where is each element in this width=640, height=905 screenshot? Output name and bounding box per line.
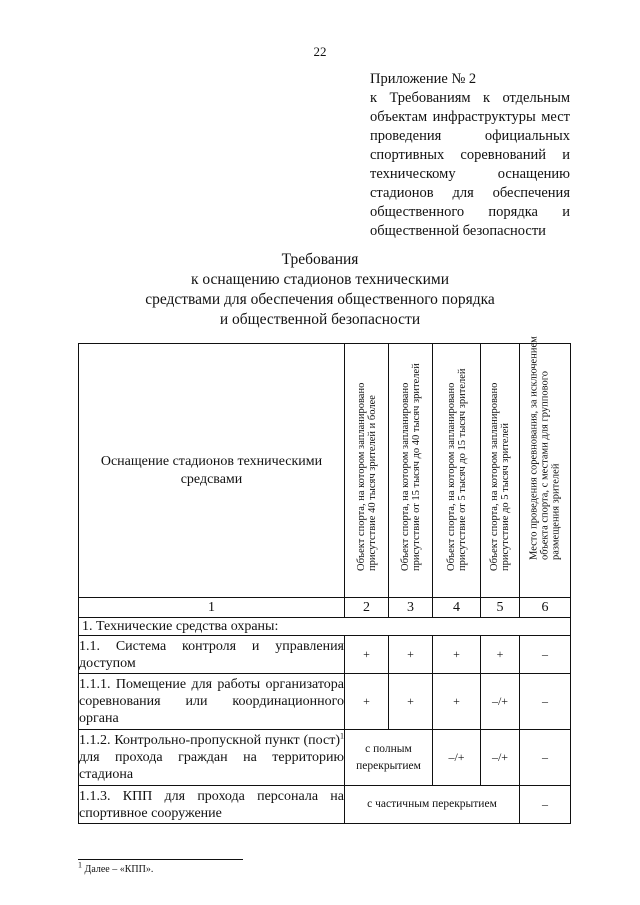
footnote-text: Далее – «КПП». xyxy=(82,864,154,875)
row-cell: + xyxy=(389,636,433,674)
header-col-3-text: Объект спорта, на котором запланировано присутствие от 15 тысяч до 40 тысяч зрителей xyxy=(399,363,422,571)
appendix-title: Приложение № 2 xyxy=(370,71,477,87)
row-cell: – xyxy=(520,636,571,674)
footnote xyxy=(78,860,154,875)
requirements-table xyxy=(78,336,571,824)
title-line-1: Требования xyxy=(281,251,359,268)
col-number: 6 xyxy=(520,598,571,618)
row-label: 1.1.3. КПП для прохода персонала на спортивное сооружение xyxy=(79,786,345,824)
row-cell-merged: с частичным перекрытием xyxy=(345,786,520,824)
header-col-2 xyxy=(345,344,389,598)
col-number: 4 xyxy=(433,598,481,618)
table-row xyxy=(79,674,571,730)
row-label-part: для прохода граждан на территорию стадиона xyxy=(79,750,344,782)
page-number: 22 xyxy=(313,44,327,59)
footnote-divider xyxy=(78,859,243,860)
row-cell: – xyxy=(520,730,571,786)
row-label: 1.1. Система контроля и управления доступом xyxy=(79,636,345,674)
row-cell: – xyxy=(520,786,571,824)
title-line-4: и общественной безопасности xyxy=(219,311,421,328)
col-number: 3 xyxy=(389,598,433,618)
appendix-note xyxy=(370,70,570,241)
title-line-3: средствами для обеспечения общественного порядка xyxy=(145,291,495,308)
row-label xyxy=(79,730,345,786)
row-cell: + xyxy=(481,636,520,674)
footnote-ref: 1 xyxy=(340,731,344,741)
col-number: 1 xyxy=(79,598,345,618)
header-col-6 xyxy=(520,336,571,598)
table-row xyxy=(79,786,571,824)
row-label-part: 1.1.2. Контрольно-пропускной пункт (пост) xyxy=(79,733,340,748)
footnote-mark: 1 xyxy=(78,860,82,870)
header-col-6-text: Место проведения соревнования, за исключением объекта спорта, с местами для группового размещения зрителей xyxy=(528,336,562,560)
table-header-row xyxy=(79,344,571,598)
row-cell: –/+ xyxy=(481,730,520,786)
section-row xyxy=(79,618,571,636)
appendix-body: к Требованиям к отдельным объектам инфраструктуры мест проведения официальных спортивных соревнований и техническому оснащению стадионов для обеспечения общественного порядка и общественной безопасности xyxy=(370,90,570,239)
row-cell: –/+ xyxy=(481,674,520,730)
row-cell: –/+ xyxy=(433,730,481,786)
row-cell: – xyxy=(520,674,571,730)
col-number: 2 xyxy=(345,598,389,618)
header-col-5-text: Объект спорта, на котором запланировано присутствие до 5 тысяч зрителей xyxy=(489,382,511,571)
table-row xyxy=(79,730,571,786)
row-cell: + xyxy=(389,674,433,730)
header-col-5 xyxy=(481,344,520,598)
section-title: 1. Технические средства охраны: xyxy=(79,618,571,636)
title-line-2: к оснащению стадионов техническими xyxy=(190,271,449,288)
header-equipment: Оснащение стадионов техническими средсвами xyxy=(79,344,345,598)
col-number: 5 xyxy=(481,598,520,618)
row-cell-merged: с полным перекрытием xyxy=(345,730,433,786)
table-row xyxy=(79,636,571,674)
header-col-4 xyxy=(433,344,481,598)
column-number-row xyxy=(79,598,571,618)
row-cell: + xyxy=(433,674,481,730)
row-label: 1.1.1. Помещение для работы организатора соревнования или координационного органа xyxy=(79,674,345,730)
row-cell: + xyxy=(345,674,389,730)
row-cell: + xyxy=(345,636,389,674)
header-col-2-text: Объект спорта, на котором запланировано присутствие 40 тысяч зрителей и более xyxy=(355,382,378,571)
row-cell: + xyxy=(433,636,481,674)
header-col-3 xyxy=(389,344,433,598)
header-col-4-text: Объект спорта, на котором запланировано присутствие от 5 тысяч до 15 тысяч зрителей xyxy=(445,368,468,571)
